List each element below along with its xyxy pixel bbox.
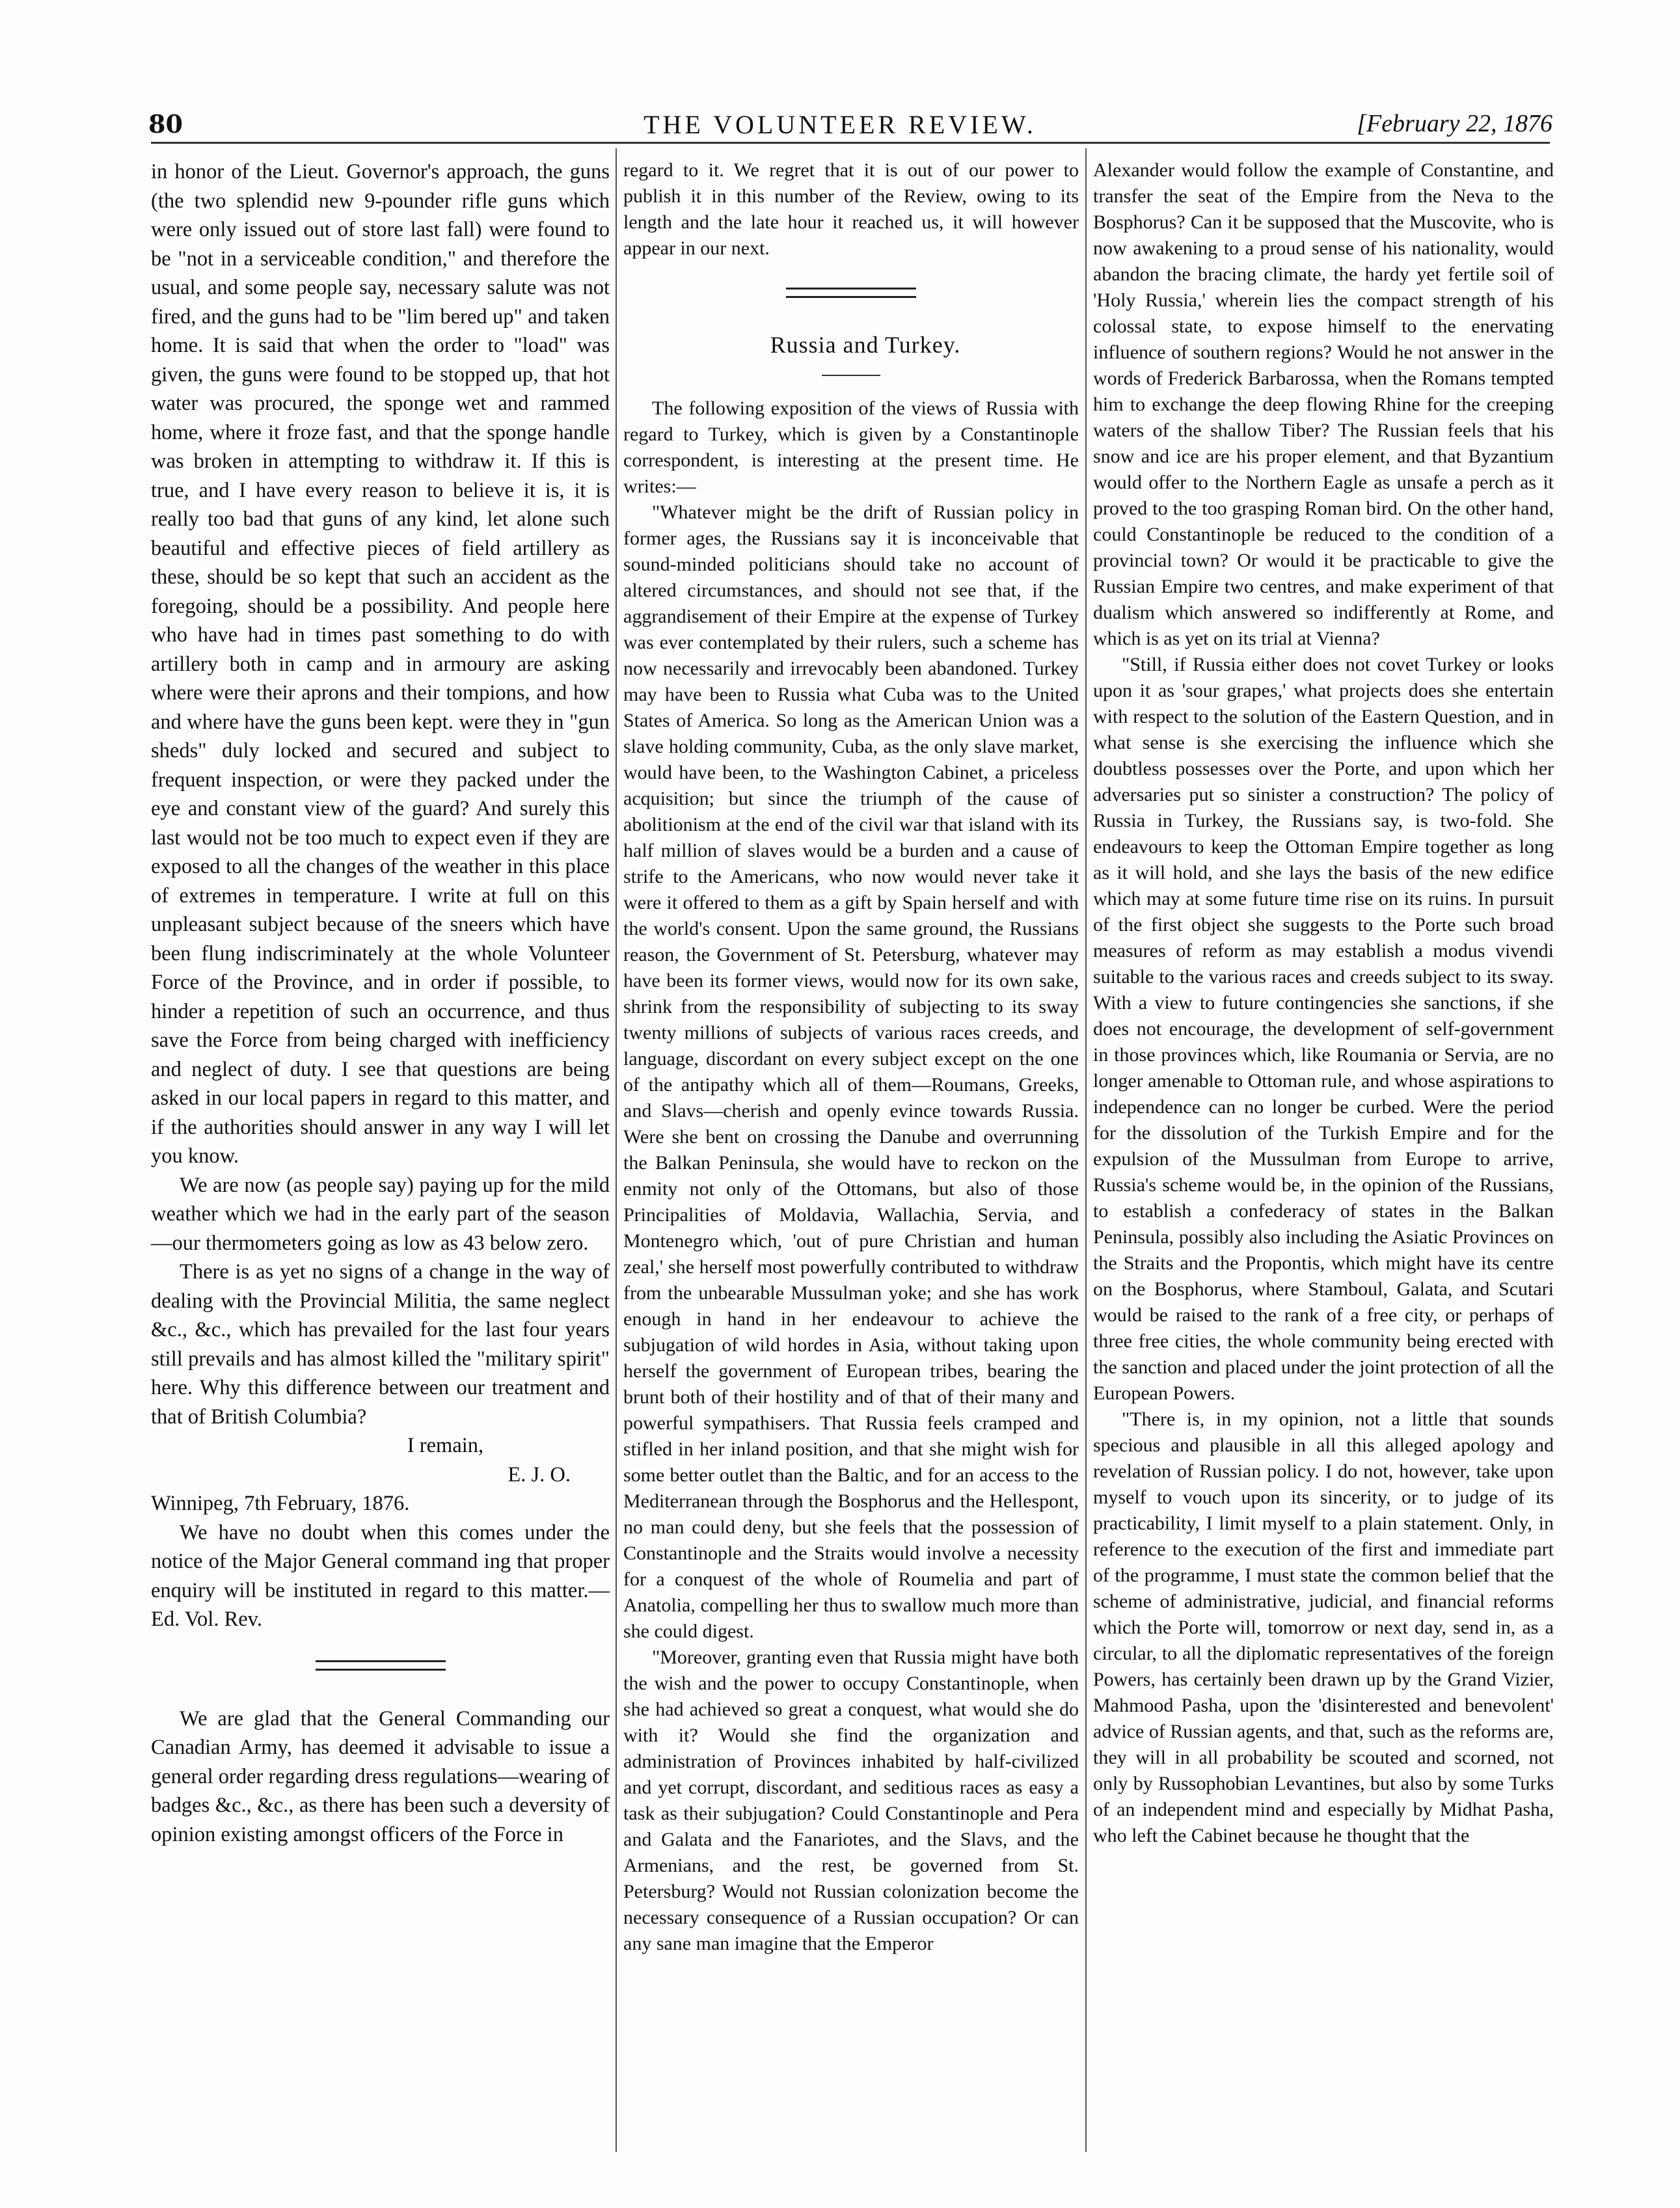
article-paragraph: "Still, if Russia either does not covet Turkey or looks upon it as 'sour grapes,' what projects does she entertain with respect to the solution of the Eastern Question, and in what sense is she exercising the influence which she doubtless possesses over the Porte, and upon which her adversaries put so sinister a construction? The policy of Russia in Turkey, the Russians say, is two-fold. She endeavours to keep the Ottoman Empire together as long as it will hold, and she lays the basis of the new edifice which may at some future time rise on its ruins. In pursuit of the first object she suggests to the Porte such broad measures of reform as may establish a modus vivendi suitable to the various races and creeds subject to its sway. With a view to future contingencies she sanctions, if she does not encourage, the development of self-government in those provinces which, like Roumania or Servia, are no longer amenable to Ottoman rule, and whose aspirations to independence can no longer be curbed. Were the period for the dissolution of the Turkish Empire and for the expulsion of the Mussulman from Europe to arrive, Russia's scheme would be, in the opinion of the Russians, to establish a confederacy of states in the Balkan Peninsula, possibly also including the Asiatic Provinces on the Straits and the Propontis, which might have its centre on the Bosphorus, where Stamboul, Galata, and Scutari would be raised to the rank of a free city, or perhaps of three free cities, the whole community being erected with the sanction and placed under the joint protection of all the European Powers. xyxy=(1093,654,1554,1404)
column-2 xyxy=(623,157,1079,1957)
column-divider xyxy=(1085,148,1087,2152)
article-headline: Russia and Turkey. xyxy=(770,332,961,358)
masthead-title: THE VOLUNTEER REVIEW. xyxy=(644,110,1036,139)
article-paragraph: regard to it. We regret that it is out of our power to publish it in this number of the Review, owing to its length and the late hour it reached us, it will however appear in our next. xyxy=(623,159,1079,259)
article-paragraph: "Whatever might be the drift of Russian policy in former ages, the Russians say it is inconceivable that sound-minded politicians should take no account of altered circumstances, and should not see that, if the aggrandisement of their Empire at the expense of Turkey was ever contemplated by their rulers, such a scheme has now necessarily and irrevocably been abandoned. Turkey may have been to Russia what Cuba was to the United States of America. So long as the American Union was a slave holding community, Cuba, as the only slave market, would have been, to the Washington Cabinet, a priceless acquisition; but since the triumph of the cause of abolitionism at the end of the civil war that island with its half million of slaves would be a burden and a cause of strife to the Americans, who now would never take it were it offered to them as a gift by Spain herself and with the world's consent. Upon the same ground, the Russians reason, the Government of St. Petersburg, whatever may have been its former views, would now for its own sake, shrink from the responsibility of subjecting to its sway twenty millions of subjects of various races creeds, and language, discordant on every subject except on the one of the antipathy which all of them—Roumans, Greeks, and Slavs—cherish and openly evince towards Russia. Were she bent on crossing the Danube and overrunning the Balkan Peninsula, she would have to reckon on the enmity not only of the Ottomans, but also of those Principalities of Moldavia, Wallachia, Servia, and Montenegro which, 'out of pure Christian and human zeal,' she herself most powerfully contributed to withdraw from the unbearable Mussulman yoke; and she has work enough in hand in her endeavour to achieve the subjugation of wild hordes in Asia, without taking upon herself the government of European tribes, bearing the brunt both of their hostility and of that of their many and powerful sympathisers. That Russia feels cramped and stifled in her inland position, and that she might wish for some better outlet than the Baltic, and for an access to the Mediterranean through the Bosphorus and the Hellespont, no man could deny, but she feels that the possession of Constantinople and the Straits would involve a necessity for a conquest of the whole of Roumelia and part of Anatolia, compelling her thus to swallow much more than she could digest. xyxy=(623,502,1079,1642)
column-divider xyxy=(616,148,617,2152)
letter-dateline: Winnipeg, 7th February, 1876. xyxy=(151,1492,410,1515)
article-paragraph: We are glad that the General Commanding our Canadian Army, has deemed it advisable to issue a general order regarding dress regulations—wearing of badges &c., &c., as there has been such a deversity of opinion existing amongst officers of the Force in xyxy=(151,1706,610,1846)
letter-paragraph: There is as yet no signs of a change in the way of dealing with the Provincial Militia, the same neglect &c., &c., which has prevailed for the last four years still prevails and has almost killed the "military spirit" here. Why this difference between our treatment and that of British Columbia? xyxy=(151,1260,610,1429)
letter-closing: I remain, xyxy=(407,1434,484,1457)
column-3 xyxy=(1093,157,1554,1849)
page-number: 80 xyxy=(148,109,183,139)
letter-paragraph: We are now (as people say) paying up for the mild weather which we had in the early part of the season—our thermometers going as low as 43 below zero. xyxy=(151,1173,610,1255)
issue-date: [February 22, 1876 xyxy=(1357,110,1552,137)
editor-note: We have no doubt when this comes under the notice of the Major General command ing that proper enquiry will be instituted in regard to this matter.—Ed. Vol. Rev. xyxy=(151,1520,610,1631)
header-rule xyxy=(151,142,1550,144)
section-separator xyxy=(316,1660,446,1671)
article-intro: The following exposition of the views of Russia with regard to Turkey, which is given by a Constantinople correspondent, is interesting at the present time. He writes:— xyxy=(623,397,1079,497)
letter-paragraph: in honor of the Lieut. Governor's approach, the guns (the two splendid new 9-pounder rifle guns which were only issued out of store last fall) were found to be "not in a serviceable condition," and therefore the usual, and some people say, necessary salute was not fired, and the guns had to be "lim bered up" and taken home. It is said that when the order to "load" was given, the guns were found to be stopped up, that hot water was procured, the sponge wet and rammed home, where it froze fast, and that the sponge handle was broken in attempting to withdraw it. If this is true, and I have every reason to believe it is, it is really too bad that guns of any kind, let alone such beautiful and effective pieces of field artillery as these, should be so kept that such an accident as the foregoing, should be a possibility. And people here who have had in times past something to do with artillery both in camp and in armoury are asking where were their aprons and their tompions, and how and where have the guns been kept. were they in "gun sheds" duly locked and secured and subject to frequent inspection, or were they packed under the eye and constant view of the guard? And surely this last would not be too much to expect even if they are exposed to all the changes of the weather in this place of extremes in temperature. I write at full on this unpleasant subject because of the sneers which have been flung indiscriminately at the whole Volunteer Force of the Province, and in order if possible, to hinder a repetition of such an occurrence, and thus save the Force from being charged with inefficiency and neglect of duty. I see that questions are being asked in our local papers in regard to this matter, and if the authorities should answer in any way I will let you know. xyxy=(151,160,610,1168)
headline-rule xyxy=(822,375,880,376)
section-separator xyxy=(786,288,916,298)
column-1 xyxy=(151,157,610,1849)
article-paragraph: "There is, in my opinion, not a little that sounds specious and plausible in all this alleged apology and revelation of Russian policy. I do not, however, take upon myself to vouch upon its sincerity, or to judge of its practicability, I limit myself to a plain statement. Only, in reference to the execution of the first and immediate part of the programme, I must state the common belief that the scheme of administrative, judicial, and financial reforms which the Porte will, tomorrow or next day, send in, as a circular, to all the diplomatic representatives of the foreign Powers, has certainly been drawn up by the Grand Vizier, Mahmood Pasha, upon the 'disinterested and benevolent' advice of Russian agents, and that, such as the reforms are, they will in all probability be scouted and scorned, not only by Russophobian Levantines, but also by some Turks of an independent mind and especially by Midhat Pasha, who left the Cabinet because he thought that the xyxy=(1093,1408,1554,1846)
article-paragraph: "Moreover, granting even that Russia might have both the wish and the power to occupy Constantinople, when she had achieved so great a conquest, what would she do with it? Would she find the organization and administration of Provinces inhabited by half-civilized and yet corrupt, discordant, and seditious races as easy a task as their subjugation? Could Constantinople and Pera and Galata and the Fanariotes, and the Slavs, and the Armenians, and the rest, be governed from St. Petersburg? Would not Russian colonization become the necessary consequence of a Russian occupation? Or can any sane man imagine that the Emperor xyxy=(623,1647,1079,1954)
article-paragraph: Alexander would follow the example of Constantine, and transfer the seat of the Empire from the Neva to the Bosphorus? Can it be supposed that the Muscovite, who is now awakening to a proud sense of his nationality, would abandon the bracing climate, the hardy yet fertile soil of 'Holy Russia,' wherein lies the compact strength of his colossal state, to expose himself to the enervating influence of southern regions? Would he not answer in the words of Frederick Barbarossa, when the Romans tempted him to exchange the deep flowing Rhine for the creeping waters of the shallow Tiber? The Russian feels that his snow and ice are his proper element, and that Byzantium would offer to the Northern Eagle as unsafe a perch as it proved to the too grasping Roman bird. On the other hand, could Constantinople be reduced to the condition of a provincial town? Or would it be practicable to give the Russian Empire two centres, and make experiment of that dualism which answered so indifferently at Rome, and which is as yet on its trial at Vienna? xyxy=(1093,159,1554,649)
letter-signature: E. J. O. xyxy=(508,1462,571,1487)
